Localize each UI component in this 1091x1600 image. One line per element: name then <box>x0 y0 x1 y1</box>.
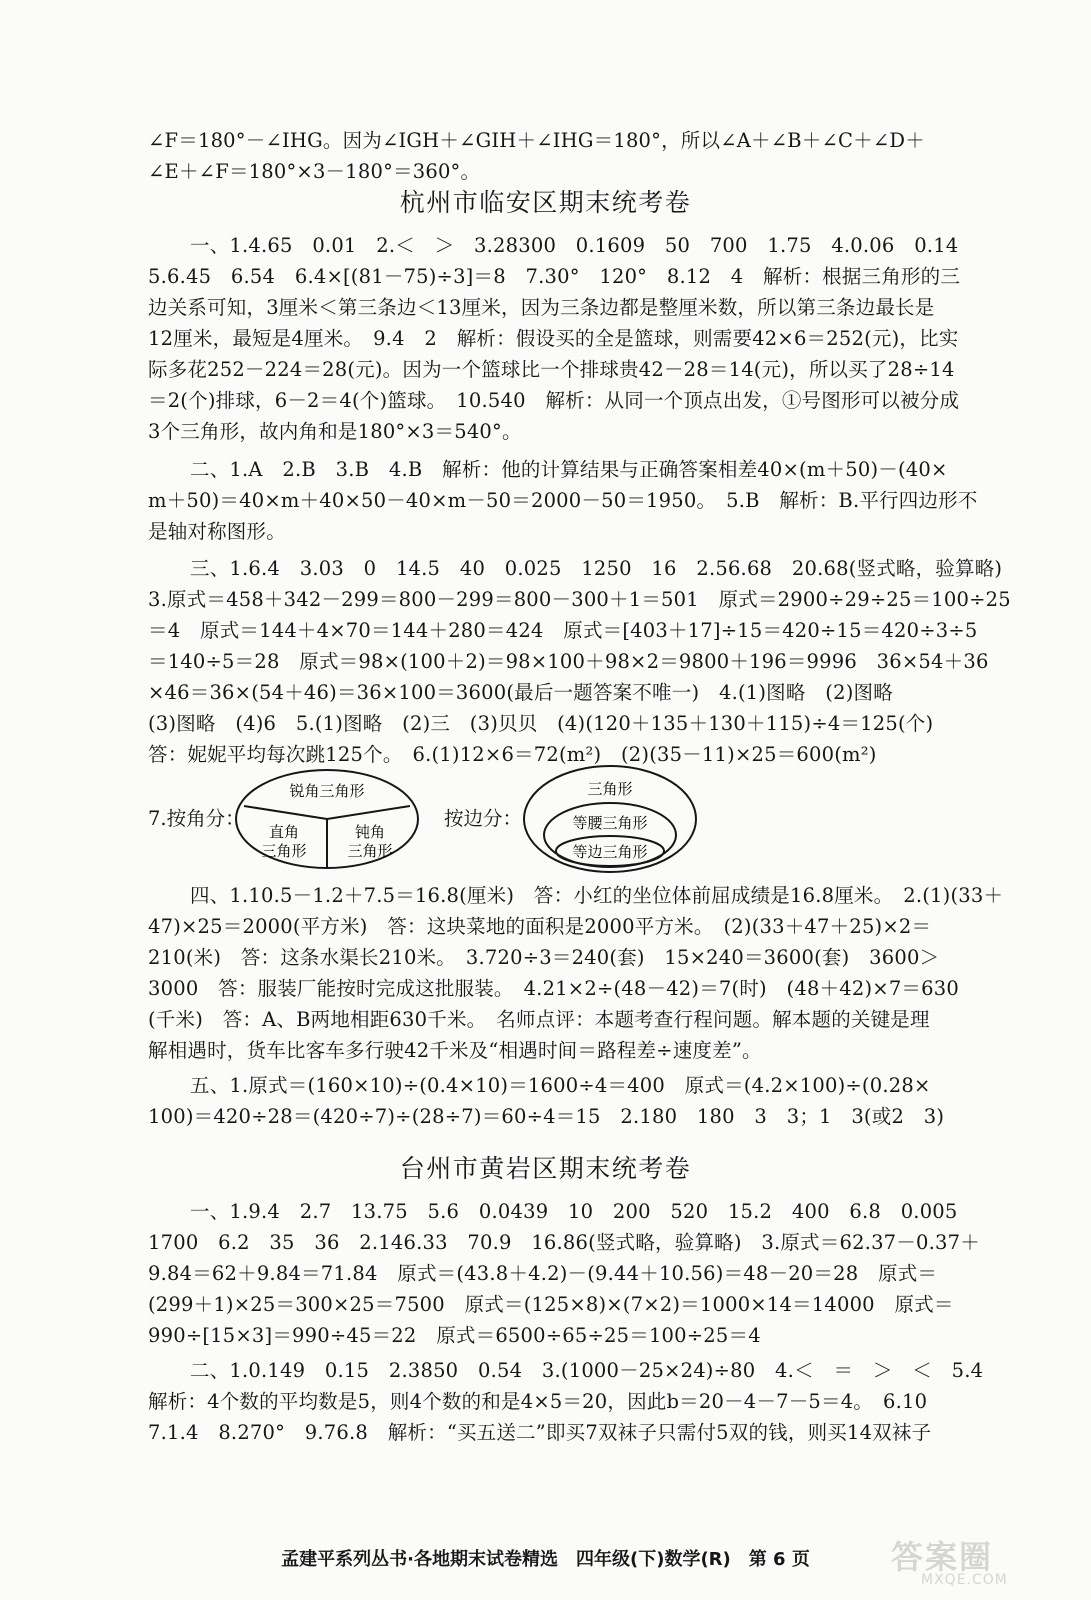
text-line: ∠F＝180°－∠IHG。因为∠IGH＋∠GIH＋∠IHG＝180°，所以∠A＋∠B＋∠C＋∠D＋ <box>148 129 925 152</box>
text-line: 3个三角形，故内角和是180°×3＝540°。 <box>148 420 522 443</box>
fig-label-side: 按边分： <box>444 807 523 830</box>
text-line: 解相遇时，货车比客车多行驶42千米及“相遇时间＝路程差÷速度差”。 <box>148 1039 762 1062</box>
text-line: 五、1.原式＝(160×10)÷(0.4×10)＝1600÷4＝400 原式＝(4.2×100)÷(0.28× <box>190 1074 931 1097</box>
text-line: ∠E＋∠F＝180°×3－180°＝360°。 <box>148 160 481 183</box>
text-line: 1700 6.2 35 36 2.146.33 70.9 16.86(竖式略，验算略) 3.原式＝62.37－0.37＋ <box>148 1231 980 1254</box>
text-line: 答：妮妮平均每次跳125个。 6.(1)12×6＝72(m²) (2)(35－11)×25＝600(m²) <box>148 743 877 766</box>
text-line: 210(米) 答：这条水渠长210米。 3.720÷3＝240(套) 15×240＝3600(套) 3600＞ <box>148 946 940 969</box>
triangle-label: 三角形 <box>587 780 633 798</box>
text-line: ×46＝36×(54＋46)＝36×100＝3600(最后一题答案不唯一) 4.(1)图略 (2)图略 <box>148 681 893 704</box>
equilateral-label: 等边三角形 <box>572 843 648 861</box>
watermark-text: 答案圈 <box>891 1538 994 1576</box>
text-line: 解析：4个数的平均数是5，则4个数的和是4×5＝20，因此b＝20－4－7－5＝4。 6.10 <box>148 1390 928 1413</box>
acute-triangle-label: 锐角三角形 <box>289 782 365 800</box>
text-line: (千米) 答：A、B两地相距630千米。 名师点评：本题考查行程问题。解本题的关键是理 <box>148 1008 930 1031</box>
text-line: 一、1.4.65 0.01 2.＜ ＞ 3.28300 0.1609 50 700 1.75 4.0.06 0.14 <box>190 234 959 257</box>
text-line: (299＋1)×25＝300×25＝7500 原式＝(125×8)×(7×2)＝1000×14＝14000 原式＝ <box>148 1293 954 1316</box>
text-line: 5.6.45 6.54 6.4×[(81－75)÷3]＝8 7.30° 120° 8.12 4 解析：根据三角形的三 <box>148 265 961 288</box>
text-line: 四、1.10.5－1.2＋7.5＝16.8(厘米) 答：小红的坐位体前屈成绩是16.8厘米。 2.(1)(33＋ <box>190 884 1004 907</box>
angle-classification-diagram <box>232 766 422 872</box>
side-classification-diagram <box>520 762 700 876</box>
text-line: 990÷[15×3]＝990÷45＝22 原式＝6500÷65÷25＝100÷25＝4 <box>148 1324 761 1347</box>
watermark-logo <box>881 1532 1061 1592</box>
obtuse-triangle-label-2: 三角形 <box>347 842 393 860</box>
page-footer: 孟建平系列丛书·各地期末试卷精选 四年级(下)数学(R) 第 6 页 <box>281 1549 810 1570</box>
right-triangle-label-2: 三角形 <box>261 842 307 860</box>
text-line: 三、1.6.4 3.03 0 14.5 40 0.025 1250 16 2.56.68 20.68(竖式略，验算略) <box>190 557 1003 580</box>
text-line: 3.原式＝458＋342－299＝800－299＝800－300＋1＝501 原式＝2900÷29÷25＝100÷25 <box>148 588 1011 611</box>
text-line: ＝2(个)排球，6－2＝4(个)篮球。 10.540 解析：从同一个顶点出发，①号图形可以被分成 <box>148 389 960 412</box>
obtuse-triangle-label-1: 钝角 <box>354 823 386 841</box>
text-line: 一、1.9.4 2.7 13.75 5.6 0.0439 10 200 520 15.2 400 6.8 0.005 <box>190 1200 958 1223</box>
fig-label-angle: 7.按角分： <box>148 807 245 830</box>
text-line: 是轴对称图形。 <box>148 520 286 543</box>
text-line: 47)×25＝2000(平方米) 答：这块菜地的面积是2000平方米。 (2)(33＋47＋25)×2＝ <box>148 915 932 938</box>
text-line: 际多花252－224＝28(元)。因为一个篮球比一个排球贵42－28＝14(元)，所以买了28÷14 <box>148 358 955 381</box>
text-line: m＋50)＝40×m＋40×50－40×m－50＝2000－50＝1950。 5.B 解析：B.平行四边形不 <box>148 489 978 512</box>
text-line: 边关系可知，3厘米＜第三条边＜13厘米，因为三条边都是整厘米数，所以第三条边最长是 <box>148 296 935 319</box>
text-line: 二、1.A 2.B 3.B 4.B 解析：他的计算结果与正确答案相差40×(m＋50)－(40× <box>190 458 948 481</box>
text-line: 12厘米，最短是4厘米。 9.4 2 解析：假设买的全是篮球，则需要42×6＝252(元)，比实 <box>148 327 959 350</box>
text-line: 二、1.0.149 0.15 2.3850 0.54 3.(1000－25×24)÷80 4.＜ ＝ ＞ ＜ 5.4 <box>190 1359 984 1382</box>
isosceles-label: 等腰三角形 <box>572 814 648 832</box>
text-line: ＝4 原式＝144＋4×70＝144＋280＝424 原式＝[403＋17]÷15＝420÷15＝420÷3÷5 <box>148 619 978 642</box>
text-line: (3)图略 (4)6 5.(1)图略 (2)三 (3)贝贝 (4)(120＋135＋130＋115)÷4＝125(个) <box>148 712 934 735</box>
text-line: 3000 答：服装厂能按时完成这批服装。 4.21×2÷(48－42)＝7(时) (48＋42)×7＝630 <box>148 977 959 1000</box>
text-line: 9.84＝62＋9.84＝71.84 原式＝(43.8＋4.2)－(9.44＋10.56)＝48－20＝28 原式＝ <box>148 1262 938 1285</box>
text-line: ＝140÷5＝28 原式＝98×(100＋2)＝98×100＋98×2＝9800＋196＝9996 36×54＋36 <box>148 650 989 673</box>
text-line: 100)＝420÷28＝(420÷7)÷(28÷7)＝60÷4＝15 2.180 180 3 3；1 3(或2 3) <box>148 1105 945 1128</box>
section-title: 杭州市临安区期末统考卷 <box>399 188 692 217</box>
text-line: 7.1.4 8.270° 9.76.8 解析：“买五送二”即买7双袜子只需付5双的钱，则买14双袜子 <box>148 1421 932 1444</box>
watermark-url: MXQE.COM <box>921 1572 1008 1588</box>
section-title: 台州市黄岩区期末统考卷 <box>399 1154 692 1183</box>
right-triangle-label-1: 直角 <box>268 823 300 841</box>
